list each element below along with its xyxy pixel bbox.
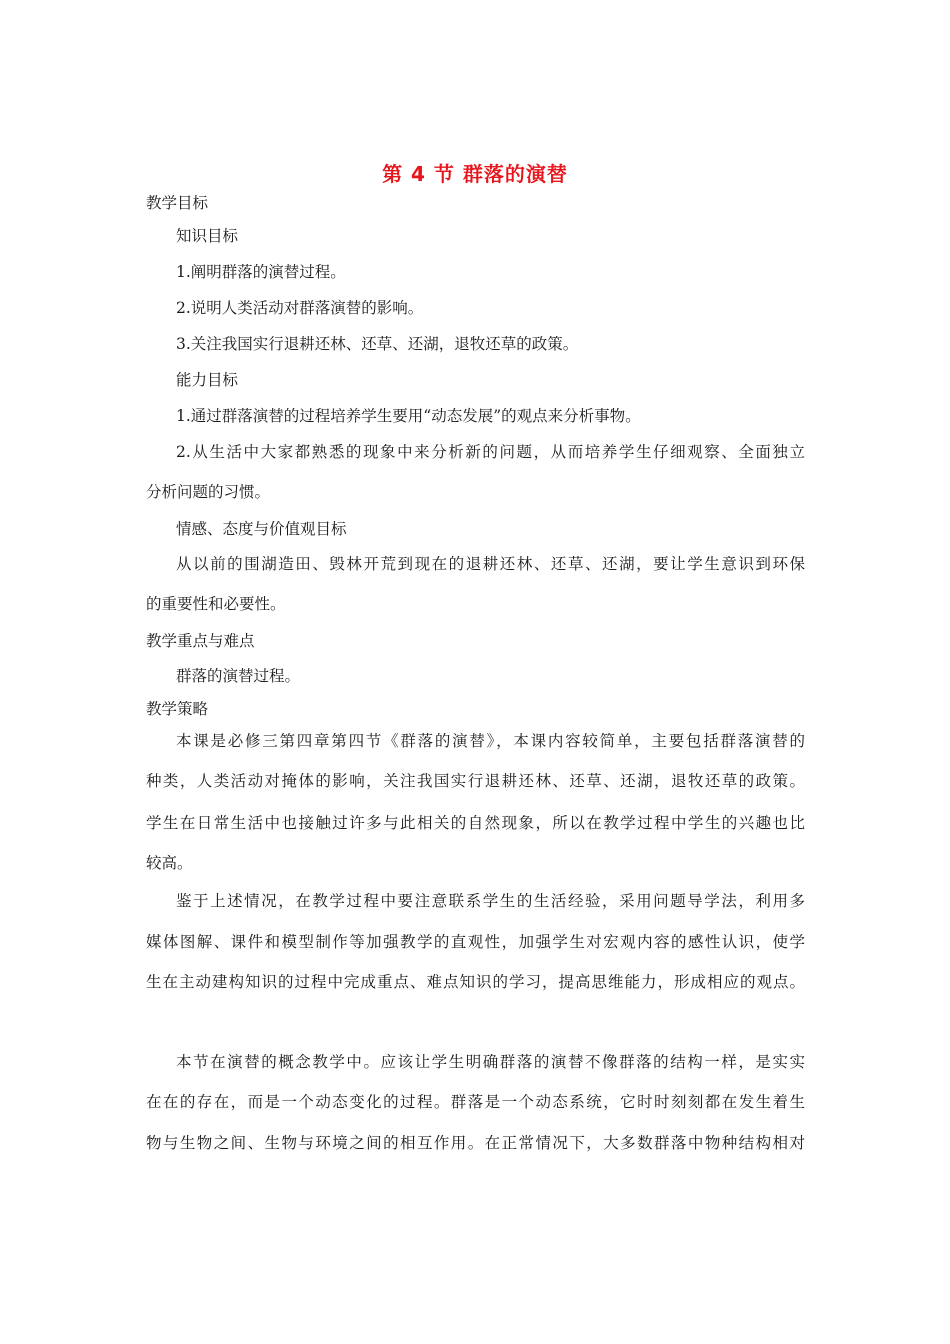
- strategy-para-2-line-3: 生在主动建构知识的过程中完成重点、难点知识的学习，提高思维能力，形成相应的观点。: [146, 973, 805, 991]
- subheading-knowledge-goals: 知识目标: [176, 227, 239, 245]
- heading-key-points: 教学重点与难点: [146, 632, 255, 650]
- knowledge-goal-3: 3.关注我国实行退耕还林、还草、还湖，退牧还草的政策。: [176, 335, 579, 353]
- strategy-para-1-line-3: 学生在日常生活中也接触过许多与此相关的自然现象，所以在教学过程中学生的兴趣也比: [146, 814, 805, 832]
- strategy-para-2-line-1: 鉴于上述情况，在教学过程中要注意联系学生的生活经验，采用问题导学法，利用多: [176, 892, 805, 910]
- strategy-para-2-line-2: 媒体图解、课件和模型制作等加强教学的直观性，加强学生对宏观内容的感性认识，使学: [146, 933, 805, 951]
- concept-para-line-1: 本节在演替的概念教学中。应该让学生明确群落的演替不像群落的结构一样，是实实: [176, 1053, 805, 1071]
- ability-goal-2-line-1: 2.从生活中大家都熟悉的现象中来分析新的问题，从而培养学生仔细观察、全面独立: [176, 443, 805, 461]
- heading-teaching-goals: 教学目标: [146, 194, 209, 212]
- key-points-text: 群落的演替过程。: [176, 667, 301, 685]
- ability-goal-1: 1.通过群落演替的过程培养学生要用“动态发展”的观点来分析事物。: [176, 407, 641, 425]
- emotion-goal-line-2: 的重要性和必要性。: [146, 595, 286, 613]
- heading-teaching-strategy: 教学策略: [146, 700, 209, 718]
- concept-para-line-3: 物与生物之间、生物与环境之间的相互作用。在正常情况下，大多数群落中物种结构相对: [146, 1134, 805, 1152]
- strategy-para-1-line-1: 本课是必修三第四章第四节《群落的演替》，本课内容较简单，主要包括群落演替的: [176, 732, 805, 750]
- knowledge-goal-2: 2.说明人类活动对群落演替的影响。: [176, 299, 424, 317]
- emotion-goal-line-1: 从以前的围湖造田、毁林开荒到现在的退耕还林、还草、还湖，要让学生意识到环保: [176, 555, 805, 573]
- strategy-para-1-line-2: 种类，人类活动对掩体的影响，关注我国实行退耕还林、还草、还湖，退牧还草的政策。: [146, 772, 805, 790]
- strategy-para-1-line-4: 较高。: [146, 854, 193, 872]
- document-title: 第 4 节 群落的演替: [382, 162, 568, 186]
- subheading-emotion-goals: 情感、态度与价值观目标: [176, 520, 347, 538]
- knowledge-goal-1: 1.阐明群落的演替过程。: [176, 263, 346, 281]
- subheading-ability-goals: 能力目标: [176, 371, 239, 389]
- concept-para-line-2: 在在的存在，而是一个动态变化的过程。群落是一个动态系统，它时时刻刻都在发生着生: [146, 1093, 805, 1111]
- ability-goal-2-line-2: 分析问题的习惯。: [146, 483, 271, 501]
